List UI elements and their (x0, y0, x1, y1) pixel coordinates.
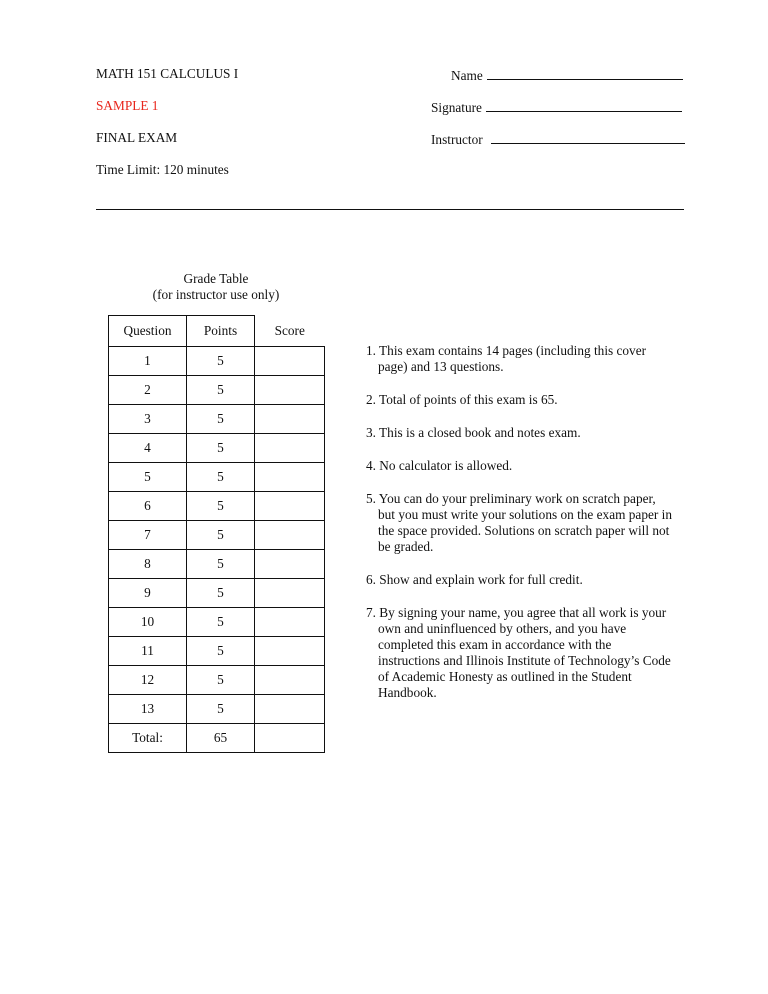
grade-table (108, 315, 325, 753)
grade-table-header (109, 316, 325, 347)
question-header: Question (109, 316, 187, 347)
points-cell: 5 (187, 376, 255, 405)
signature-line[interactable] (486, 98, 682, 112)
instructor-line[interactable] (491, 130, 685, 144)
instruction-4 (366, 458, 676, 474)
points-cell: 5 (187, 434, 255, 463)
instruction-2 (366, 392, 676, 408)
question-cell: 9 (109, 579, 187, 608)
grade-table-row (109, 434, 325, 463)
score-cell[interactable] (255, 492, 325, 521)
total-label: Total: (109, 724, 187, 753)
question-cell: 2 (109, 376, 187, 405)
grade-table-row (109, 637, 325, 666)
signature-field[interactable] (431, 98, 682, 116)
exam-title: FINAL EXAM (96, 130, 178, 145)
instruction-5 (366, 491, 676, 555)
instruction-2-text: 2. Total of points of this exam is 65. (366, 392, 558, 407)
question-cell: 4 (109, 434, 187, 463)
instruction-1 (366, 343, 676, 375)
instruction-7 (366, 605, 676, 701)
points-cell: 5 (187, 666, 255, 695)
instruction-4-text: 4. No calculator is allowed. (366, 458, 513, 473)
signature-label: Signature (431, 100, 482, 115)
points-cell: 5 (187, 695, 255, 724)
points-cell: 5 (187, 405, 255, 434)
grade-table-row (109, 492, 325, 521)
score-cell[interactable] (255, 521, 325, 550)
question-cell: 10 (109, 608, 187, 637)
total-points: 65 (187, 724, 255, 753)
question-cell: 7 (109, 521, 187, 550)
points-header: Points (187, 316, 255, 347)
grade-table-row (109, 521, 325, 550)
grade-table-subcaption: (for instructor use only) (152, 287, 280, 302)
instruction-6-text: 6. Show and explain work for full credit. (366, 572, 583, 587)
score-cell[interactable] (255, 376, 325, 405)
course-title: MATH 151 CALCULUS I (96, 66, 239, 81)
score-cell[interactable] (255, 347, 325, 376)
question-cell: 12 (109, 666, 187, 695)
points-cell: 5 (187, 550, 255, 579)
grade-table-row (109, 579, 325, 608)
question-cell: 8 (109, 550, 187, 579)
score-cell[interactable] (255, 608, 325, 637)
score-cell[interactable] (255, 463, 325, 492)
points-cell: 5 (187, 637, 255, 666)
instruction-3-text: 3. This is a closed book and notes exam. (366, 425, 581, 440)
grade-table-row (109, 376, 325, 405)
sample-label: SAMPLE 1 (96, 98, 159, 113)
points-cell: 5 (187, 347, 255, 376)
name-line[interactable] (487, 66, 683, 80)
question-cell: 1 (109, 347, 187, 376)
grade-table-row (109, 550, 325, 579)
grade-table-total-row (109, 724, 325, 753)
instruction-1-text: 1. This exam contains 14 pages (including this cover page) and 13 questions. (366, 343, 647, 374)
header-divider (96, 209, 684, 210)
points-cell: 5 (187, 521, 255, 550)
grade-table-row (109, 608, 325, 637)
question-cell: 6 (109, 492, 187, 521)
score-cell[interactable] (255, 666, 325, 695)
name-field[interactable] (451, 66, 683, 84)
points-cell: 5 (187, 463, 255, 492)
instruction-5-text: 5. You can do your preliminary work on scratch paper, but you must write your solutions on the exam paper in the space provided. Solutions on scratch paper will not be graded. (366, 491, 672, 554)
question-cell: 5 (109, 463, 187, 492)
grade-table-row (109, 405, 325, 434)
name-label: Name (451, 68, 483, 83)
points-cell: 5 (187, 608, 255, 637)
grade-table-caption: Grade Table (183, 271, 249, 286)
grade-table-row (109, 666, 325, 695)
score-cell[interactable] (255, 550, 325, 579)
score-cell[interactable] (255, 579, 325, 608)
score-header: Score (255, 316, 325, 347)
points-cell: 5 (187, 579, 255, 608)
total-score-cell[interactable] (255, 724, 325, 753)
score-cell[interactable] (255, 637, 325, 666)
question-cell: 13 (109, 695, 187, 724)
grade-table-row (109, 463, 325, 492)
score-cell[interactable] (255, 695, 325, 724)
score-cell[interactable] (255, 434, 325, 463)
grade-table-row (109, 347, 325, 376)
score-cell[interactable] (255, 405, 325, 434)
instruction-7-text: 7. By signing your name, you agree that all work is your own and uninfluenced by others, and you have completed this exam in accordance with the instructions and Illinois Institute of Technology’s Code of Academic Honesty as outlined in the Student Handbook. (366, 605, 671, 700)
question-cell: 3 (109, 405, 187, 434)
instruction-3 (366, 425, 676, 441)
time-limit: Time Limit: 120 minutes (96, 162, 229, 177)
points-cell: 5 (187, 492, 255, 521)
instruction-6 (366, 572, 676, 588)
instructor-field[interactable] (431, 130, 685, 148)
instructor-label: Instructor (431, 132, 483, 147)
grade-table-row (109, 695, 325, 724)
question-cell: 11 (109, 637, 187, 666)
